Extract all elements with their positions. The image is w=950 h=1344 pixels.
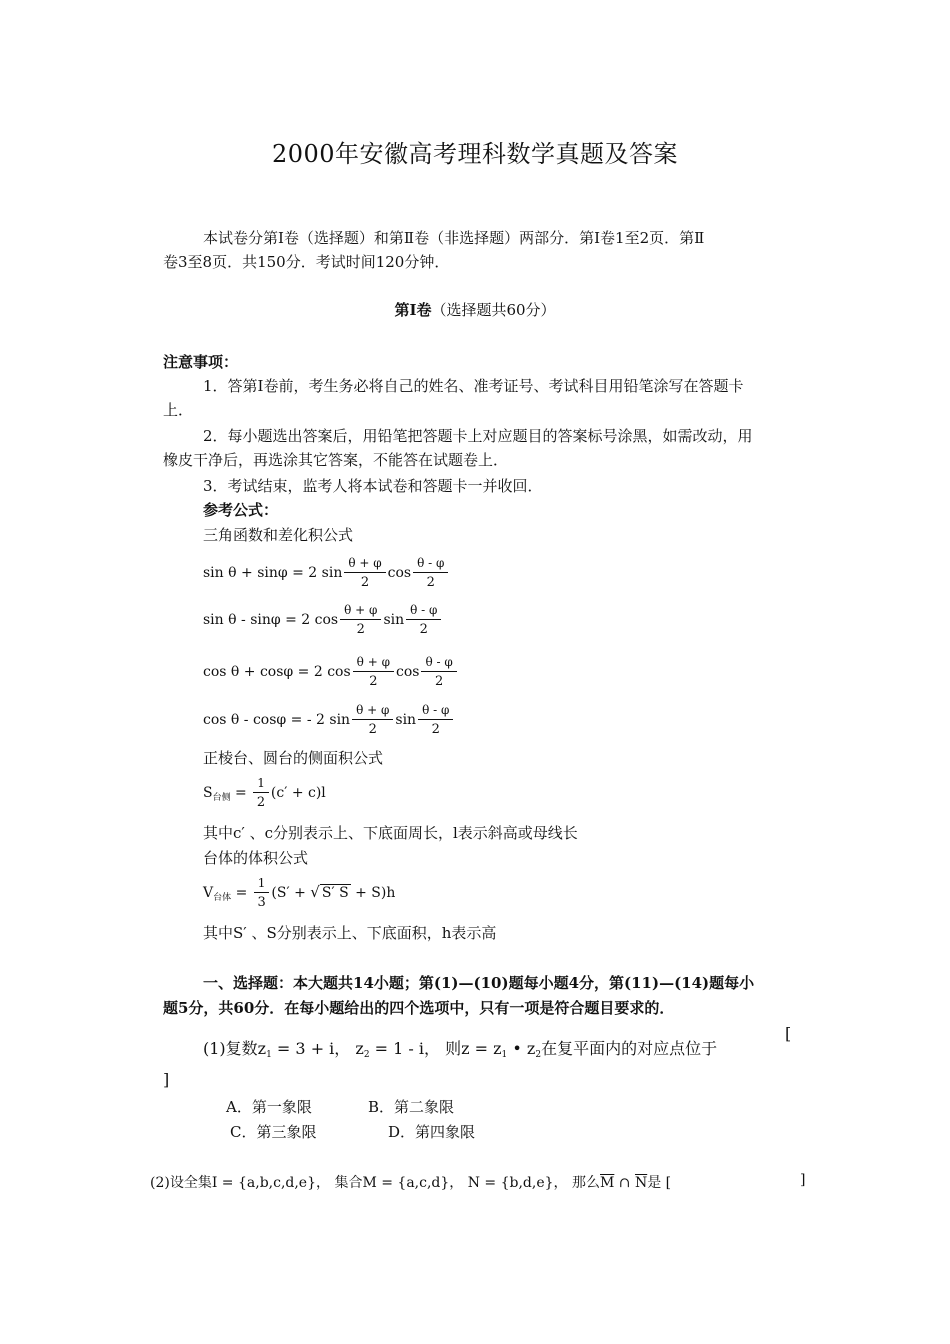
formulas-heading: 参考公式： [203,501,279,519]
question-2-stem [150,1172,671,1192]
equals: = [230,785,252,801]
note-3: 3．考试结束，监考人将本试卷和答题卡一并收回． [203,477,543,495]
formula-pre: (S′ + [271,885,311,901]
volume-formula [203,876,395,910]
complement-m: $\overline{M}$ [600,1175,615,1191]
numerator: θ + φ [352,703,393,720]
equals: = [231,885,252,901]
subscript: 1 [501,1050,508,1060]
formula-lhs: sin θ - sinφ = 2 cos [203,612,339,628]
q1-option-a[interactable]: A．第一象限 [226,1098,312,1116]
formula-mid: sin [383,612,405,628]
numerator: θ - φ [406,603,441,620]
denominator: 2 [369,674,378,689]
fraction [352,703,393,737]
subscript: 2 [535,1050,542,1060]
q1-bracket-close: ] [163,1070,170,1089]
fraction [340,603,381,637]
section-heading-bold: 第Ⅰ卷 [394,301,432,319]
numerator: θ + φ [340,603,381,620]
denominator: 2 [434,674,444,689]
formula-lhs: cos θ - cosφ = - 2 sin [203,712,351,728]
intro-line-1: 本试卷分第Ⅰ卷（选择题）和第Ⅱ卷（非选择题）两部分．第Ⅰ卷1至2页．第Ⅱ [203,229,705,247]
subscript: 2 [363,1050,370,1060]
q1-option-d[interactable]: D．第四象限 [388,1123,476,1141]
q1-text: 在复平面内的对应点位于 [541,1039,718,1058]
q1-text: (1)复数z [203,1039,267,1058]
trig-formula-2 [203,603,443,637]
frustum-area-title: 正棱台、圆台的侧面积公式 [203,749,384,767]
radicand: S′ S [321,885,349,901]
subscript: 1 [266,1050,272,1060]
fraction [406,603,441,637]
denominator: 2 [419,622,428,637]
formula-subscript: 台侧 [212,793,231,803]
fraction [353,655,394,689]
note-1-line-2: 上． [163,401,194,419]
intro-line-2: 卷3至8页．共150分．考试时间120分钟． [163,253,450,271]
q2-text: (2)设全集I = {a,b,c,d,e}， 集合M = {a,c,d}， N = {b,d,e}， 那么 [150,1175,600,1191]
fraction [421,655,456,689]
denominator: 2 [256,795,266,810]
fraction [418,703,453,737]
volume-formula-title: 台体的体积公式 [203,849,309,867]
frustum-area-formula [203,776,326,810]
notes-heading: 注意事项： [163,353,239,371]
trig-formula-title: 三角函数和差化积公式 [203,526,354,544]
volume-note: 其中S′ 、S分别表示上、下底面积，h表示高 [203,924,497,942]
note-1-line-1: 1．答第Ⅰ卷前，考生务必将自己的姓名、准考证号、考试科目用铅笔涂写在答题卡 [203,377,744,395]
formula-mid: sin [395,712,417,728]
page-title: 2000年安徽高考理科数学真题及答案 [271,140,679,168]
formula-lhs: cos θ + cosφ = 2 cos [203,664,351,680]
formula-subscript: 台体 [213,893,232,903]
numerator: θ - φ [421,655,456,672]
denominator: 2 [360,575,370,590]
fraction [413,556,448,590]
formula-symbol: V [203,885,214,901]
denominator: 2 [368,722,377,737]
q1-option-b[interactable]: B．第二象限 [368,1098,455,1116]
frustum-area-note: 其中c′ 、c分别表示上、下底面周长，l表示斜高或母线长 [203,824,578,842]
note-2-line-2: 橡皮干净后，再选涂其它答案，不能答在试题卷上． [163,451,509,469]
formula-symbol: S [203,785,213,801]
fraction [254,876,270,910]
numerator: θ - φ [418,703,453,720]
complement-n: $\overline{N}$ [634,1175,648,1191]
intersection: ∩ [614,1175,635,1191]
q1-bracket-open: [ [785,1024,792,1043]
trig-formula-3 [203,655,459,689]
q1-text: = 3 + i， z [271,1039,364,1058]
formula-post: + S)h [350,885,396,901]
q2-text: 是 [ [647,1175,672,1191]
numerator: θ + φ [344,556,385,573]
formula-rest: (c′ + c)l [270,785,326,801]
formula-mid: cos [387,565,412,581]
q1-text: • z [507,1039,536,1058]
part1-line-1: 一、选择题：本大题共14小题；第(1)—(10)题每小题4分，第(11)—(14)题每小 [203,974,755,992]
section-heading [0,300,950,321]
q1-option-c[interactable]: C．第三象限 [230,1123,317,1141]
numerator: θ - φ [413,556,448,573]
numerator: θ + φ [353,655,394,672]
fraction [253,776,269,810]
denominator: 2 [426,575,435,590]
numerator: 1 [254,876,270,893]
formula-mid: cos [395,664,420,680]
trig-formula-4 [203,703,455,737]
fraction [344,556,385,590]
q1-text: = 1 - i， 则z = z [369,1039,502,1058]
denominator: 2 [431,722,440,737]
denominator: 3 [257,895,266,910]
question-1-stem [203,1036,717,1060]
part1-line-2: 题5分，共60分．在每小题给出的四个选项中，只有一项是符合题目要求的． [163,999,675,1017]
note-2-line-1: 2．每小题选出答案后，用铅笔把答题卡上对应题目的答案标号涂黑，如需改动，用 [203,427,753,445]
numerator: 1 [253,776,269,793]
formula-lhs: sin θ + sinφ = 2 sin [203,565,343,581]
q2-bracket-close: ] [800,1172,806,1188]
trig-formula-1 [203,556,450,590]
sqrt-icon: √ [310,883,320,901]
denominator: 2 [356,622,365,637]
section-heading-rest: （选择题共60分） [431,301,556,319]
